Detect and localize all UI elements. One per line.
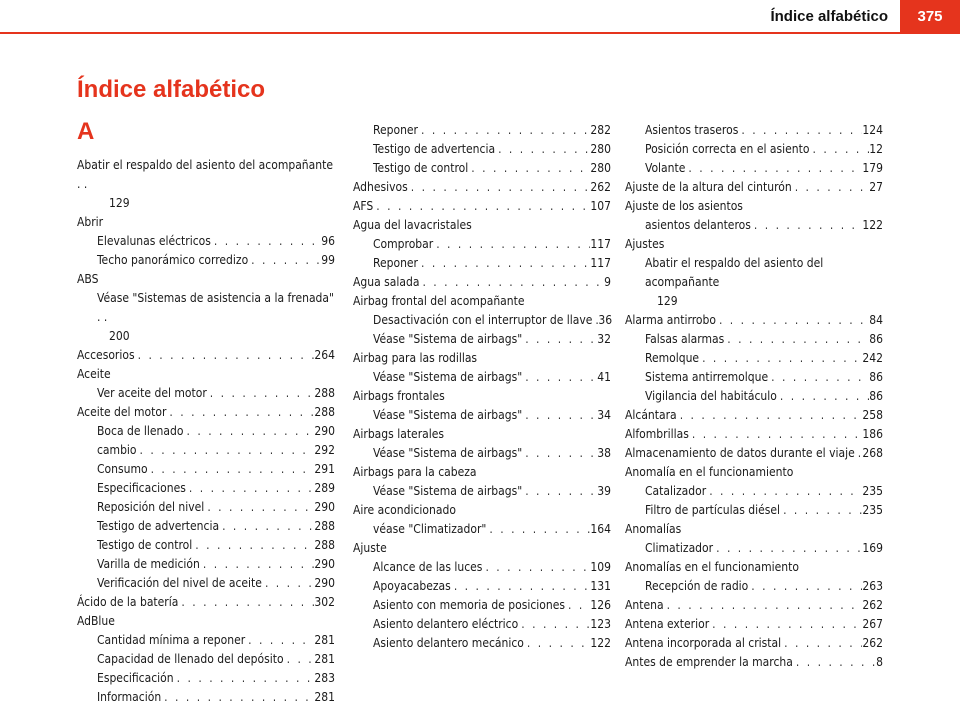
index-subentry	[625, 140, 883, 159]
entry-text: Verificación del nivel de aceite	[97, 576, 262, 590]
index-subentry	[77, 251, 335, 270]
index-entry	[353, 197, 611, 216]
entry-page: 281	[314, 690, 335, 704]
index-subentry	[77, 498, 335, 517]
index-entry: Airbag frontal del acompañante	[353, 294, 525, 308]
index-entry: Ajustes	[625, 237, 665, 251]
entry-page: 164	[590, 522, 611, 536]
index-subentry	[353, 254, 611, 273]
entry-text: Antena exterior	[625, 617, 710, 631]
index-entry: Anomalía en el funcionamiento	[625, 465, 794, 479]
entry-text: Alfombrillas	[625, 427, 689, 441]
entry-page: 38	[597, 446, 611, 460]
index-entry	[625, 653, 883, 672]
entry-text: Ver aceite del motor	[97, 386, 207, 400]
index-subentry	[625, 577, 883, 596]
index-column-1	[77, 156, 335, 707]
index-page-ref: 129	[109, 196, 130, 210]
entry-text: Reponer	[373, 256, 418, 270]
entry-page: 32	[597, 332, 611, 346]
entry-text: Cantidad mínima a reponer	[97, 633, 246, 647]
entry-page: 290	[314, 557, 335, 571]
entry-text: Boca de llenado	[97, 424, 184, 438]
entry-text: Testigo de control	[97, 538, 193, 552]
index-entry	[77, 593, 335, 612]
entry-page: 9	[604, 275, 611, 289]
entry-text: Catalizador	[645, 484, 707, 498]
entry-page: 288	[314, 538, 335, 552]
index-subentry	[625, 159, 883, 178]
index-subentry	[77, 479, 335, 498]
entry-text: Reposición del nivel	[97, 500, 205, 514]
index-entry	[625, 634, 883, 653]
index-entry: Abatir el respaldo del asiento del acompañante . .	[77, 158, 333, 191]
index-subentry	[625, 121, 883, 140]
entry-text: Climatizador	[645, 541, 714, 555]
entry-text: Sistema antirremolque	[645, 370, 769, 384]
entry-text: Testigo de control	[373, 161, 469, 175]
entry-text: Filtro de partículas diésel	[645, 503, 781, 517]
entry-text: Véase "Sistema de airbags"	[373, 332, 523, 346]
entry-text: Varilla de medición	[97, 557, 200, 571]
index-entry	[625, 444, 883, 463]
index-entry	[625, 311, 883, 330]
entry-text: Testigo de advertencia	[97, 519, 220, 533]
index-entry: Aceite	[77, 367, 111, 381]
index-subentry	[353, 558, 611, 577]
index-subentry	[353, 520, 611, 539]
index-page-ref: 200	[109, 329, 130, 343]
entry-text: Testigo de advertencia	[373, 142, 496, 156]
index-subentry	[77, 574, 335, 593]
entry-text: Ácido de la batería	[77, 595, 179, 609]
index-subentry	[353, 615, 611, 634]
entry-page: 117	[590, 256, 611, 270]
section-letter-a: A	[77, 118, 95, 145]
entry-page: 86	[869, 370, 883, 384]
entry-page: 288	[314, 386, 335, 400]
index-entry	[77, 403, 335, 422]
entry-page: 290	[314, 500, 335, 514]
index-column-2	[353, 121, 611, 653]
index-entry: Airbags laterales	[353, 427, 445, 441]
index-entry: Agua del lavacristales	[353, 218, 472, 232]
entry-text: Capacidad de llenado del depósito	[97, 652, 284, 666]
entry-page: 242	[862, 351, 883, 365]
index-subentry	[353, 634, 611, 653]
entry-text: cambio	[97, 443, 137, 457]
entry-text: Accesorios	[77, 348, 135, 362]
entry-text: AFS	[353, 199, 374, 213]
index-subentry	[77, 650, 335, 669]
entry-text: Asiento delantero eléctrico	[373, 617, 519, 631]
entry-page: 291	[314, 462, 335, 476]
page-header	[0, 0, 960, 34]
index-subentry	[625, 539, 883, 558]
entry-text: Apoyacabezas	[373, 579, 451, 593]
entry-page: 262	[590, 180, 611, 194]
index-subentry	[353, 406, 611, 425]
index-subentry	[353, 596, 611, 615]
entry-page: 179	[862, 161, 883, 175]
entry-text: Desactivación con el interruptor de llave	[373, 313, 593, 327]
index-subentry	[77, 441, 335, 460]
index-entry: Airbag para las rodillas	[353, 351, 478, 365]
page-number-badge: 375	[900, 0, 960, 32]
entry-text: Alcance de las luces	[373, 560, 483, 574]
index-subentry	[625, 216, 883, 235]
entry-text: Elevalunas eléctricos	[97, 234, 211, 248]
entry-text: Alcántara	[625, 408, 677, 422]
index-entry: Abrir	[77, 215, 104, 229]
entry-text: Almacenamiento de datos durante el viaje	[625, 446, 855, 460]
entry-page: 131	[590, 579, 611, 593]
index-column-3	[625, 121, 883, 672]
index-subentry	[353, 159, 611, 178]
index-subentry	[77, 555, 335, 574]
entry-text: Adhesivos	[353, 180, 408, 194]
entry-page: 268	[862, 446, 883, 460]
index-subentry	[625, 368, 883, 387]
index-subentry	[353, 368, 611, 387]
entry-page: 262	[862, 636, 883, 650]
entry-page: 281	[314, 633, 335, 647]
index-entry: Anomalías en el funcionamiento	[625, 560, 799, 574]
entry-text: Alarma antirrobo	[625, 313, 716, 327]
entry-page: 283	[314, 671, 335, 685]
index-subentry	[77, 232, 335, 251]
entry-text: Asientos traseros	[645, 123, 739, 137]
entry-text: Antena incorporada al cristal	[625, 636, 782, 650]
entry-page: 8	[876, 655, 883, 669]
entry-page: 263	[862, 579, 883, 593]
index-subentry	[77, 517, 335, 536]
index-entry	[77, 346, 335, 365]
entry-page: 84	[869, 313, 883, 327]
header-rule	[0, 32, 960, 34]
entry-page: 235	[862, 503, 883, 517]
entry-page: 34	[597, 408, 611, 422]
index-entry: Airbags frontales	[353, 389, 445, 403]
entry-page: 262	[862, 598, 883, 612]
index-subentry	[625, 330, 883, 349]
index-subentry	[353, 140, 611, 159]
entry-text: Recepción de radio	[645, 579, 749, 593]
entry-page: 267	[862, 617, 883, 631]
entry-text: Falsas alarmas	[645, 332, 725, 346]
index-subentry	[77, 384, 335, 403]
index-subentry	[625, 482, 883, 501]
entry-text: Antena	[625, 598, 664, 612]
index-entry	[625, 615, 883, 634]
entry-page: 264	[314, 348, 335, 362]
index-subentry	[353, 235, 611, 254]
entry-page: 288	[314, 519, 335, 533]
entry-text: Agua salada	[353, 275, 420, 289]
index-subentry: Abatir el respaldo del asiento del acompañante	[645, 256, 824, 289]
entry-text: Especificaciones	[97, 481, 186, 495]
entry-page: 122	[590, 636, 611, 650]
entry-page: 36	[598, 313, 613, 327]
entry-page: 86	[869, 332, 883, 346]
entry-text: Ajuste de la altura del cinturón	[625, 180, 792, 194]
entry-page: 289	[314, 481, 335, 495]
entry-text: asientos delanteros	[645, 218, 751, 232]
entry-page: 126	[590, 598, 611, 612]
index-entry: Anomalías	[625, 522, 682, 536]
entry-text: Especificación	[97, 671, 174, 685]
entry-page: 41	[597, 370, 611, 384]
entry-page: 280	[590, 142, 611, 156]
entry-text: Reponer	[373, 123, 418, 137]
index-subentry	[353, 577, 611, 596]
entry-page: 292	[314, 443, 335, 457]
entry-page: 123	[590, 617, 611, 631]
entry-text: Comprobar	[373, 237, 434, 251]
entry-page: 124	[862, 123, 883, 137]
entry-page: 86	[869, 389, 883, 403]
running-header-title: Índice alfabético	[770, 8, 888, 25]
index-entry	[625, 596, 883, 615]
index-entry: AdBlue	[77, 614, 115, 628]
index-subentry	[77, 631, 335, 650]
entry-text: Véase "Sistema de airbags"	[373, 446, 523, 460]
entry-text: Véase "Sistema de airbags"	[373, 370, 523, 384]
entry-page: 96	[321, 234, 335, 248]
index-subentry	[77, 460, 335, 479]
index-subentry	[353, 311, 611, 330]
index-entry: ABS	[77, 272, 99, 286]
page-title: Índice alfabético	[77, 76, 266, 103]
entry-text: Antes de emprender la marcha	[625, 655, 793, 669]
entry-text: Remolque	[645, 351, 700, 365]
index-page-ref: 129	[657, 294, 678, 308]
index-subentry	[353, 330, 611, 349]
entry-text: Véase "Sistema de airbags"	[373, 484, 523, 498]
index-subentry	[625, 349, 883, 368]
index-subentry	[353, 444, 611, 463]
index-subentry	[77, 536, 335, 555]
entry-text: Información	[97, 690, 162, 704]
index-entry	[353, 273, 611, 292]
entry-page: 169	[862, 541, 883, 555]
index-entry	[353, 178, 611, 197]
entry-page: 282	[590, 123, 611, 137]
entry-page: 302	[314, 595, 335, 609]
entry-text: Consumo	[97, 462, 148, 476]
index-entry	[625, 178, 883, 197]
index-entry: Airbags para la cabeza	[353, 465, 477, 479]
entry-text: véase "Climatizador"	[373, 522, 487, 536]
entry-page: 281	[314, 652, 335, 666]
entry-text: Véase "Sistema de airbags"	[373, 408, 523, 422]
index-subentry: Véase "Sistemas de asistencia a la frenada" . .	[97, 291, 334, 324]
index-subentry	[625, 501, 883, 520]
entry-page: 12	[869, 142, 883, 156]
entry-page: 290	[314, 576, 335, 590]
entry-text: Posición correcta en el asiento	[645, 142, 810, 156]
entry-page: 258	[862, 408, 883, 422]
index-entry: Aire acondicionado	[353, 503, 456, 517]
entry-text: Vigilancia del habitáculo	[645, 389, 777, 403]
entry-page: 27	[869, 180, 883, 194]
entry-text: Asiento con memoria de posiciones	[373, 598, 565, 612]
index-subentry	[77, 688, 335, 707]
entry-text: Volante	[645, 161, 686, 175]
entry-page: 107	[590, 199, 611, 213]
entry-page: 109	[590, 560, 611, 574]
index-entry: Ajuste	[353, 541, 387, 555]
entry-page: 290	[314, 424, 335, 438]
index-subentry	[77, 422, 335, 441]
entry-text: Asiento delantero mecánico	[373, 636, 524, 650]
index-entry	[625, 425, 883, 444]
index-subentry	[353, 482, 611, 501]
entry-text: Techo panorámico corredizo	[97, 253, 249, 267]
entry-page: 280	[590, 161, 611, 175]
entry-text: Aceite del motor	[77, 405, 167, 419]
entry-page: 186	[862, 427, 883, 441]
entry-page: 235	[862, 484, 883, 498]
index-entry: Ajuste de los asientos	[625, 199, 743, 213]
index-subentry	[625, 387, 883, 406]
entry-page: 117	[590, 237, 611, 251]
entry-page: 99	[321, 253, 335, 267]
entry-page: 39	[597, 484, 611, 498]
index-entry	[625, 406, 883, 425]
entry-page: 288	[314, 405, 335, 419]
index-subentry	[353, 121, 611, 140]
entry-page: 122	[862, 218, 883, 232]
